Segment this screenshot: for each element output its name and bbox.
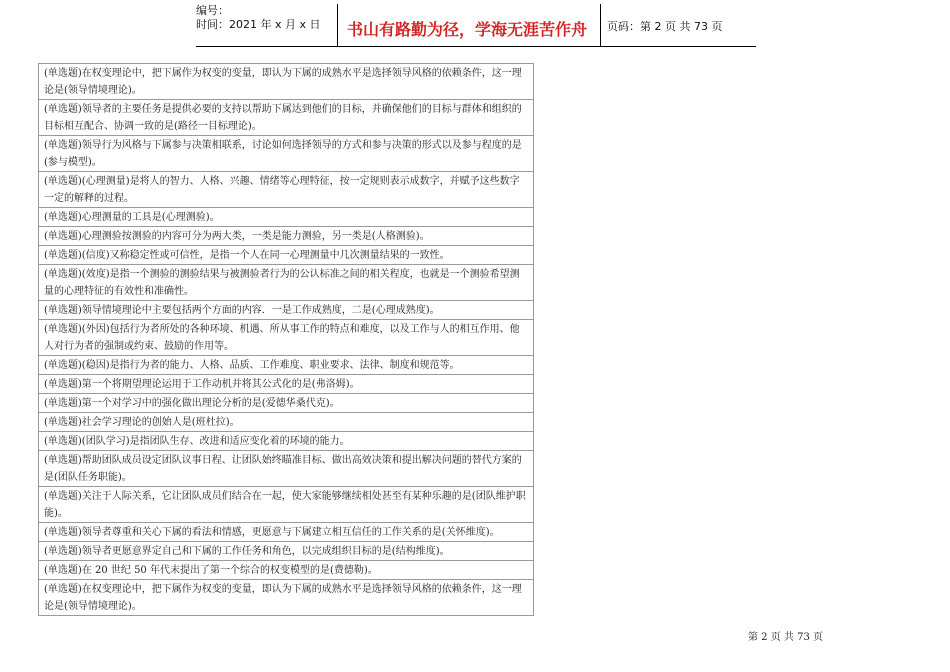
page-header bbox=[196, 4, 756, 47]
table-row bbox=[39, 320, 534, 356]
table-row bbox=[39, 542, 534, 561]
question-cell: (单选题)领导行为风格与下属参与决策相联系，讨论如何选择领导的方式和参与决策的形式以及参与程度的是(参与模型)。 bbox=[39, 136, 534, 172]
table-row bbox=[39, 208, 534, 227]
table-row bbox=[39, 136, 534, 172]
table-row bbox=[39, 375, 534, 394]
question-cell: (单选题)第一个对学习中的强化做出理论分析的是(爱德华桑代克)。 bbox=[39, 394, 534, 413]
question-cell: (单选题)领导情境理论中主要包括两个方面的内容．一是工作成熟度，二是(心理成熟度)。 bbox=[39, 301, 534, 320]
question-cell: (单选题)在 20 世纪 50 年代末提出了第一个综合的权变模型的是(费德勒)。 bbox=[39, 561, 534, 580]
table-row bbox=[39, 432, 534, 451]
header-page-info: 页码：第 2 页 共 73 页 bbox=[607, 20, 723, 33]
question-cell: (单选题)第一个将期望理论运用于工作动机并将其公式化的是(弗洛姆)。 bbox=[39, 375, 534, 394]
table-row bbox=[39, 394, 534, 413]
header-slogan: 书山有路勤为径，学海无涯苦作舟 bbox=[347, 20, 588, 39]
table-row bbox=[39, 580, 534, 616]
question-cell: (单选题)领导者尊重和关心下属的看法和情感，更愿意与下属建立相互信任的工作关系的是(关怀维度)。 bbox=[39, 523, 534, 542]
question-cell: (单选题)关注于人际关系，它让团队成员们结合在一起，使大家能够继续相处甚至有某种乐趣的是(团队维护职能)。 bbox=[39, 487, 534, 523]
table-row bbox=[39, 301, 534, 320]
table-row bbox=[39, 561, 534, 580]
time-label: 时间：2021 年 x 月 x 日 bbox=[196, 18, 321, 31]
question-cell: (单选题)领导者的主要任务是提供必要的支持以帮助下属达到他们的目标，并确保他们的目标与群体和组织的目标相互配合、协调一致的是(路径一目标理论)。 bbox=[39, 100, 534, 136]
header-divider bbox=[337, 4, 338, 46]
question-table bbox=[38, 63, 534, 616]
page-footer: 第 2 页 共 73 页 bbox=[748, 632, 823, 643]
table-row bbox=[39, 413, 534, 432]
question-cell: (单选题)社会学习理论的创始人是(班杜拉)。 bbox=[39, 413, 534, 432]
question-cell: (单选题)(稳因)是指行为者的能力、人格、品质、工作难度、职业要求、法律、制度和规范等。 bbox=[39, 356, 534, 375]
question-cell: (单选题)(外因)包括行为者所处的各种环境、机遇、所从事工作的特点和难度，以及工作与人的相互作用、他人对行为者的强制或约束、鼓励的作用等。 bbox=[39, 320, 534, 356]
question-cell: (单选题)在权变理论中，把下属作为权变的变量，即认为下属的成熟水平是选择领导风格的依赖条件，这一理论是(领导情境理论)。 bbox=[39, 580, 534, 616]
header-divider bbox=[600, 4, 601, 46]
header-meta bbox=[196, 4, 336, 46]
number-label: 编号： bbox=[196, 4, 229, 17]
table-row bbox=[39, 356, 534, 375]
table-row bbox=[39, 523, 534, 542]
question-cell: (单选题)领导者更愿意界定自己和下属的工作任务和角色，以完成组织目标的是(结构维度)。 bbox=[39, 542, 534, 561]
question-cell: (单选题)(心理测量)是将人的智力、人格、兴趣、情绪等心理特征，按一定规则表示成数字，并赋予这些数字一定的解释的过程。 bbox=[39, 172, 534, 208]
question-cell: (单选题)(信度)又称稳定性或可信性，是指一个人在同一心理测量中几次测量结果的一致性。 bbox=[39, 246, 534, 265]
table-row bbox=[39, 227, 534, 246]
table-row bbox=[39, 246, 534, 265]
question-cell: (单选题)(团队学习)是指团队生存、改进和适应变化着的环境的能力。 bbox=[39, 432, 534, 451]
table-row bbox=[39, 64, 534, 100]
table-row bbox=[39, 451, 534, 487]
table-row bbox=[39, 265, 534, 301]
table-row bbox=[39, 487, 534, 523]
question-cell: (单选题)心理测验按测验的内容可分为两大类，一类是能力测验，另一类是(人格测验)。 bbox=[39, 227, 534, 246]
question-cell: (单选题)心理测量的工具是(心理测验)。 bbox=[39, 208, 534, 227]
question-cell: (单选题)(效度)是指一个测验的测验结果与被测验者行为的公认标准之间的相关程度，也就是一个测验希望测量的心理特征的有效性和准确性。 bbox=[39, 265, 534, 301]
question-cell: (单选题)帮助团队成员设定团队议事日程、让团队始终瞄准目标、做出高效决策和提出解决问题的替代方案的是(团队任务职能)。 bbox=[39, 451, 534, 487]
table-row bbox=[39, 100, 534, 136]
table-row bbox=[39, 172, 534, 208]
question-cell: (单选题)在权变理论中，把下属作为权变的变量，即认为下属的成熟水平是选择领导风格的依赖条件，这一理论是(领导情境理论)。 bbox=[39, 64, 534, 100]
